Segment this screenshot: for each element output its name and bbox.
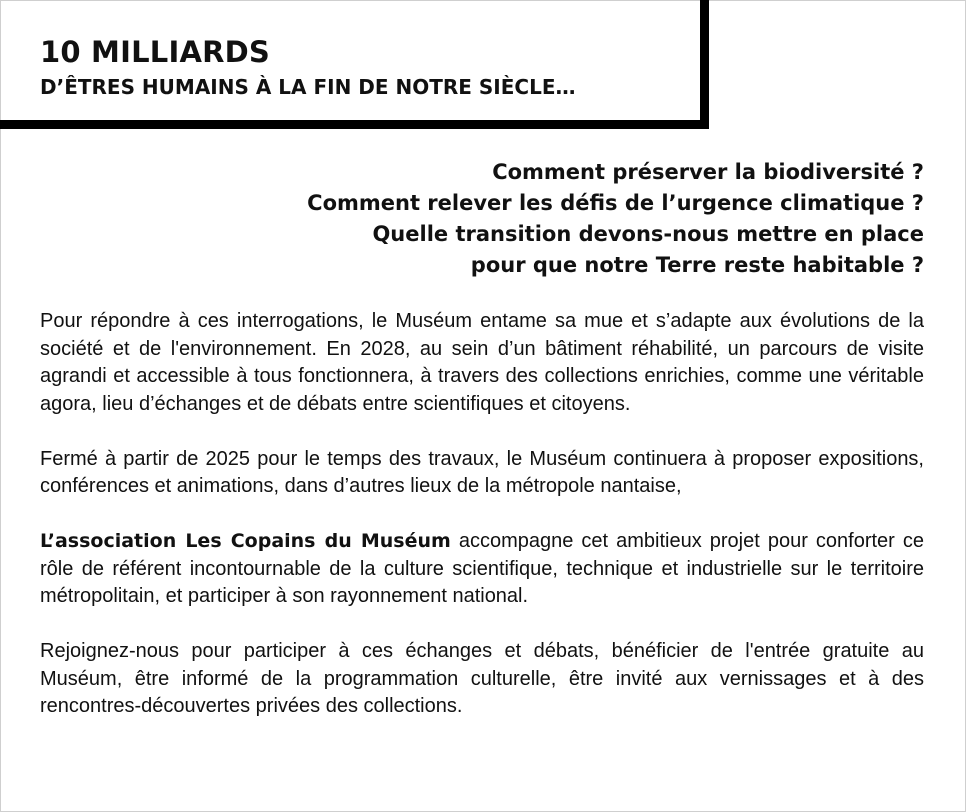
association-description: accompagne cet ambitieux projet pour conforter ce rôle de référent incontournable de la culture scientifique, technique et industrielle sur le territoire métropolitain, et participer à son rayonnement national. xyxy=(40,530,924,607)
question-line: Comment relever les défis de l’urgence climatique ? xyxy=(307,191,924,215)
body-text xyxy=(40,308,924,748)
paragraph-association xyxy=(40,528,924,611)
paragraph-join: Rejoignez-nous pour participer à ces échanges et débats, bénéficier de l'entrée gratuite au Muséum, être informé de la programmation culturelle, être invité aux vernissages et à des rencontres-découvertes privées des collections. xyxy=(40,640,924,717)
question-line: Comment préserver la biodiversité ? xyxy=(492,160,924,184)
title-box xyxy=(0,0,709,129)
paragraph-closure: Fermé à partir de 2025 pour le temps des travaux, le Muséum continuera à proposer expositions, conférences et animations, dans d’autres lieux de la métropole nantaise, xyxy=(40,447,924,497)
questions-block xyxy=(40,157,924,281)
paragraph-intro: Pour répondre à ces interrogations, le Muséum entame sa mue et s’adapte aux évolutions de la société et de l'environnement. En 2028, au sein d’un bâtiment réhabilité, un parcours de visite agrandi et accessible à tous fonctionnera, à travers des collections enrichies, comme une véritable agora, lieu d’échanges et de débats entre scientifiques et citoyens. xyxy=(40,310,924,415)
question-line: Quelle transition devons-nous mettre en place xyxy=(372,222,924,246)
page-subtitle: D’ÊTRES HUMAINS À LA FIN DE NOTRE SIÈCLE… xyxy=(40,75,576,99)
association-name: L’association Les Copains du Muséum xyxy=(40,530,451,552)
question-line: pour que notre Terre reste habitable ? xyxy=(470,253,924,277)
page-title: 10 MILLIARDS xyxy=(40,35,270,69)
